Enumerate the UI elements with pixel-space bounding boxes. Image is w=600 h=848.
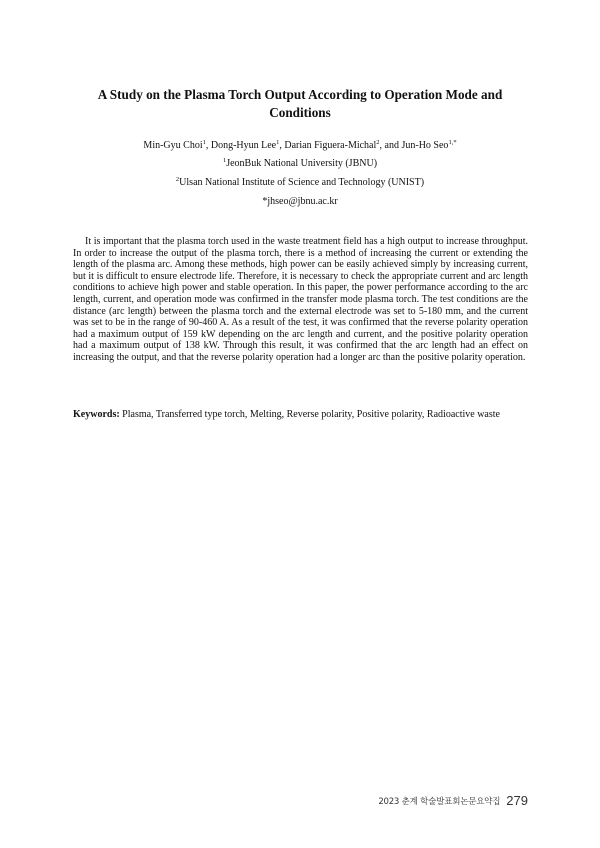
page-number: 279 (506, 793, 528, 808)
keywords-label: Keywords: (73, 409, 120, 420)
author-affil-sup: 1 (276, 139, 280, 146)
author-separator: , (279, 140, 285, 151)
affiliation-text: JeonBuk National University (JBNU) (226, 158, 378, 169)
author-name: Jun-Ho Seo (401, 140, 449, 151)
affiliation-jbnu (0, 158, 600, 170)
author-separator: , and (379, 140, 402, 151)
paper-title: A Study on the Plasma Torch Output According to Operation Mode and Conditions (97, 87, 503, 120)
corresponding-email: *jhseo@jbnu.ac.kr (262, 196, 338, 207)
author-name: Min-Gyu Choi (143, 140, 203, 151)
author-affil-sup: 1,* (448, 139, 457, 146)
author-name: Dong-Hyun Lee (210, 140, 277, 151)
author-separator: , (205, 140, 211, 151)
author-affil-sup: 1 (202, 139, 206, 146)
keywords-text: Plasma, Transferred type torch, Melting, Reverse polarity, Positive polarity, Radioactive waste (119, 409, 500, 420)
author-list (0, 140, 600, 152)
affiliation-sup: 1 (222, 157, 227, 164)
author-name: Darian Figuera-Michal (284, 140, 377, 151)
page-footer (378, 790, 528, 809)
affiliation-unist (0, 177, 600, 189)
affiliation-sup: 2 (175, 176, 180, 183)
keywords (73, 409, 528, 421)
author-affil-sup: 2 (376, 139, 380, 146)
affiliation-text: Ulsan National Institute of Science and Technology (UNIST) (179, 177, 425, 188)
abstract-body: It is important that the plasma torch used in the waste treatment field has a high output to increase throughput. In order to increase the output of the plasma torch, there is a method of increasing the current or extending the length of the plasma arc. Among these methods, high power can be easily achieved simply by increasing current, but it is difficult to ensure electrode life. Therefore, it is necessary to check the appropriate current and arc length conditions to achieve high power and stable operation. In this paper, the power performance according to the arc length, current, and operation mode was confirmed in the transfer mode plasma torch. The test conditions are the distance (arc length) between the plasma torch and the external electrode was set to 5-180 mm, and the current was set to be in the range of 90-460 A. As a result of the test, it was confirmed that the reverse polarity operation had a maximum output of 159 kW depending on the arc length and current, and the positive polarity operation had a maximum output of 138 kW. Through this result, it was confirmed that the arc length had an effect on increasing the output, and that the reverse polarity operation had a longer arc than the positive polarity operation. (73, 236, 528, 363)
proceedings-title: 2023 춘계 학술발표회논문요약집 (378, 797, 501, 807)
